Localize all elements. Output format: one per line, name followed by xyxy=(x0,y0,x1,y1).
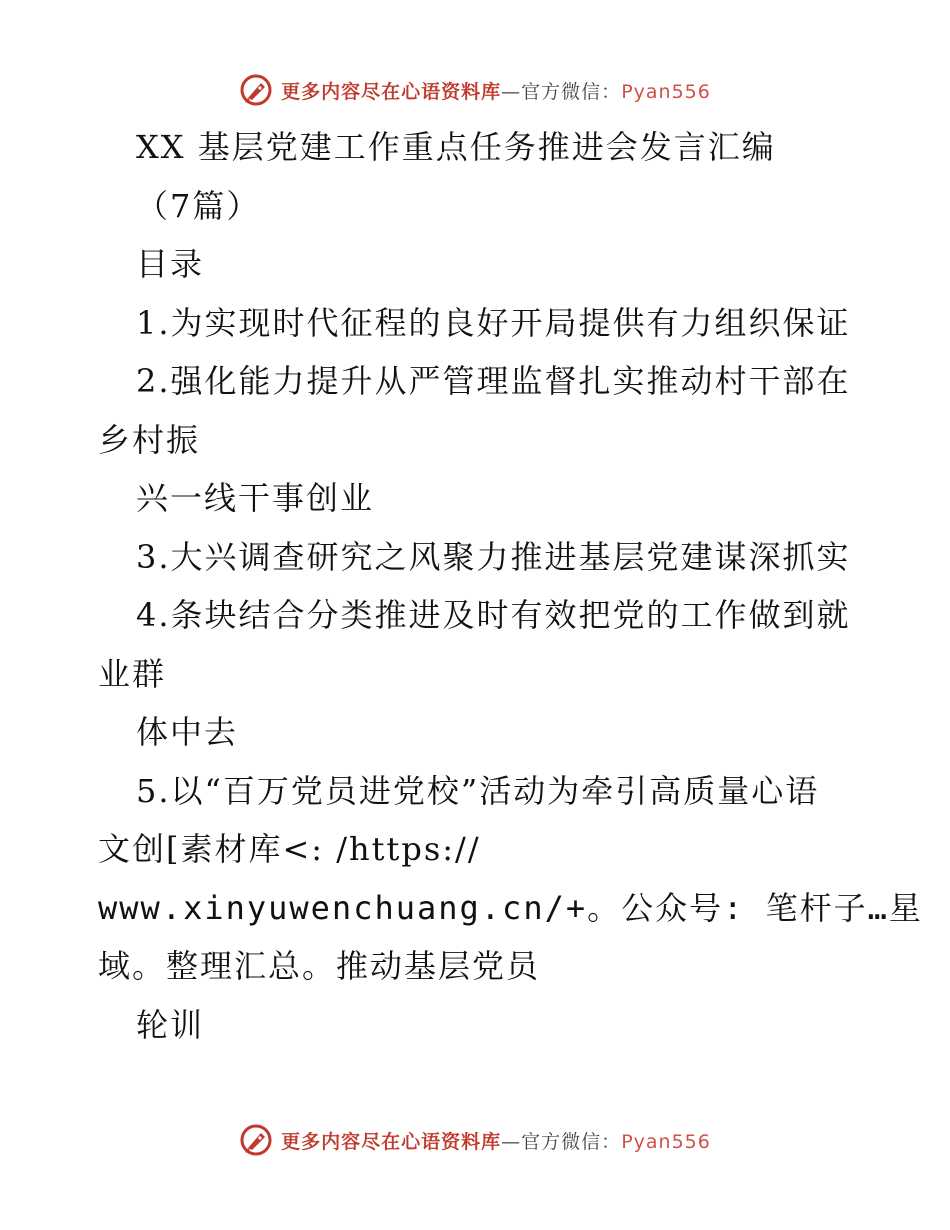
toc-item-5-cont: 域。整理汇总。推动基层党员 xyxy=(98,947,541,985)
pen-nib-logo-icon xyxy=(239,73,273,107)
document-title: XX 基层党建工作重点任务推进会发言汇编 xyxy=(136,128,776,166)
toc-item-5-cont: 文创[素材库<: /https:// xyxy=(98,830,481,868)
toc-item-5-cont: www.xinyuwenchuang.cn/+。公众号: 笔杆子…星 xyxy=(98,888,923,927)
document-subtitle: （7篇） xyxy=(136,186,261,225)
toc-item-3: 3.大兴调查研究之风聚力推进基层党建谋深抓实 xyxy=(136,537,851,576)
pen-nib-logo-icon xyxy=(239,1123,273,1157)
toc-item-4-cont: 业群 xyxy=(98,654,167,693)
toc-item-5: 5.以“百万党员进党校”活动为牵引高质量心语 xyxy=(136,771,820,810)
footer-watermark xyxy=(0,1120,950,1160)
toc-item-4-cont: 体中去 xyxy=(136,713,239,751)
watermark-text: 更多内容尽在心语资料库—官方微信：Pyan556 xyxy=(281,1130,711,1153)
toc-item-2-cont: 乡村振 xyxy=(98,420,201,459)
toc-item-5-cont: 轮训 xyxy=(136,1005,205,1044)
toc-item-1: 1.为实现时代征程的良好开局提供有力组织保证 xyxy=(136,303,851,342)
header-watermark xyxy=(0,70,950,110)
watermark-text: 更多内容尽在心语资料库—官方微信：Pyan556 xyxy=(281,80,711,103)
toc-item-2-cont: 兴一线干事创业 xyxy=(136,479,375,517)
toc-item-2: 2.强化能力提升从严管理监督扎实推动村干部在 xyxy=(136,362,851,400)
toc-item-4: 4.条块结合分类推进及时有效把党的工作做到就 xyxy=(136,596,851,634)
toc-heading: 目录 xyxy=(136,245,205,283)
document-body xyxy=(98,118,923,1054)
